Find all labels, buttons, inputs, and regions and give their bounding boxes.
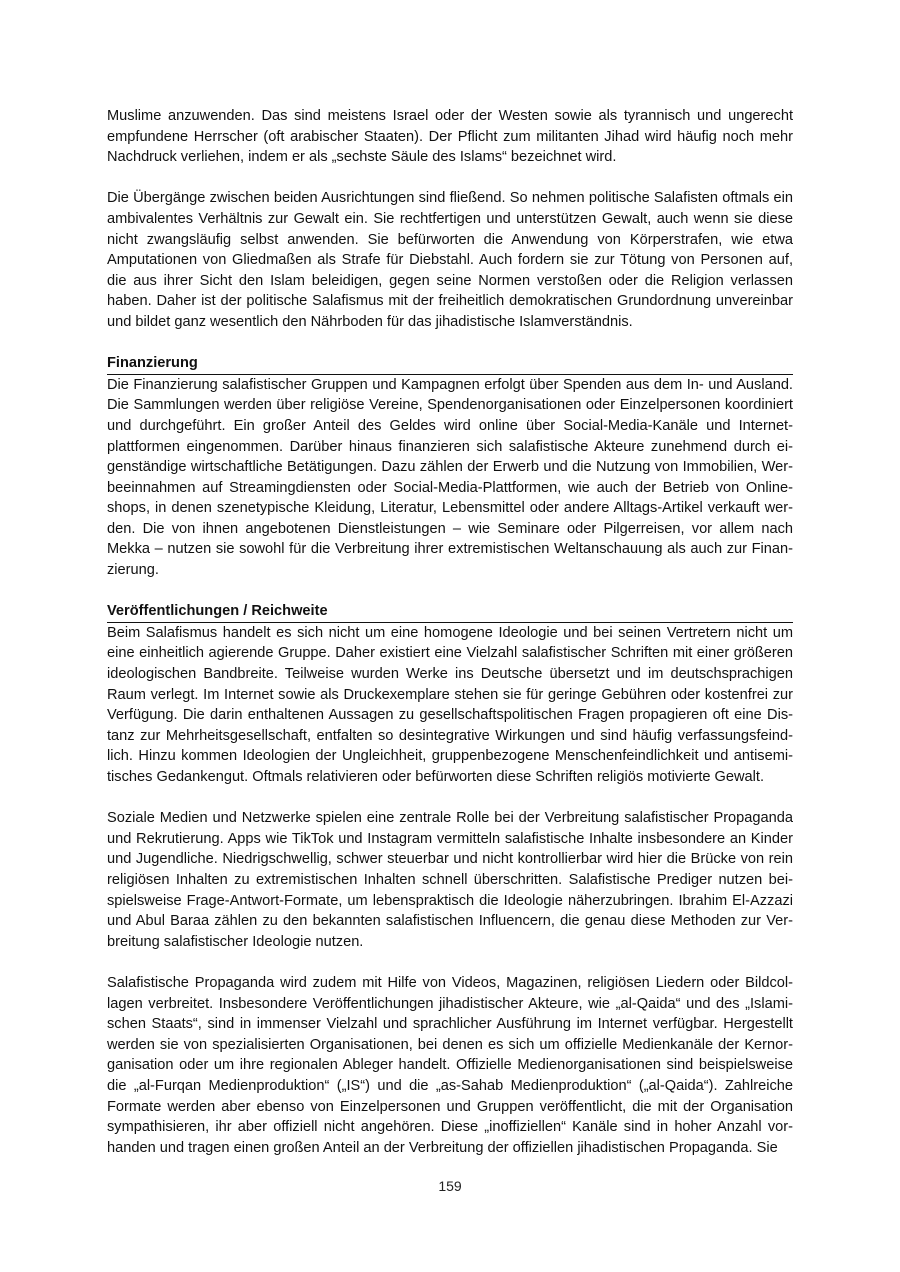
body-paragraph: Die Finanzierung salafistischer Gruppen und Kampagnen erfolgt über Spenden aus dem In- und Ausland. Die Sammlungen werden über religiöse Vereine, Spendenorganisationen oder Einzelpersonen koordiniert und durchgeführt. Ein großer Anteil des Geldes wird online über Social-Media-Kanäle und Internetplattformen eingenommen. Darüber hinaus finanzieren sich salafistische Akteure zunehmend durch eigenständige wirtschaftliche Betätigungen. Dazu zählen der Erwerb und die Nutzung von Immobilien, Werbeeinnahmen auf Streamingdiensten oder Social-Media-Plattformen, wie auch der Betrieb von Onlineshops, in denen szenetypische Kleidung, Literatur, Lebensmittel oder andere Alltags-Artikel verkauft werden. Die von ihnen angebotenen Dienstleistungen – wie Seminare oder Pilgerreisen, vor allem nach Mekka – nutzen sie sowohl für die Verbreitung ihrer extremistischen Weltanschauung als auch zur Finanzierung. xyxy=(107,376,793,579)
body-paragraph: Soziale Medien und Netzwerke spielen eine zentrale Rolle bei der Verbreitung salafistischer Propaganda und Rekrutierung. Apps wie TikTok und Instagram vermitteln salafistische Inhalte insbesondere an Kinder und Jugendliche. Niedrigschwellig, schwer steuerbar und nicht kontrollierbar wird hier die Brücke von rein religiösen Inhalten zu extremistischen Inhalten schnell überschritten. Salafistische Prediger nutzen beispielsweise Frage-Antwort-Formate, um lebenspraktisch die Ideologie näherzubringen. Ibrahim El-Azzazi und Abul Baraa zählen zu den bekannten salafistischen Influencern, die genau diese Methoden zur Verbreitung salafistischer Ideologie nutzen. xyxy=(107,810,793,950)
section-financing xyxy=(107,353,793,581)
body-paragraph: Die Übergänge zwischen beiden Ausrichtungen sind fließend. So nehmen politische Salafisten oftmals ein ambivalentes Verhältnis zur Gewalt ein. Sie rechtfertigen und unterstützen Gewalt, auch wenn sie diese nicht zwangsläufig selbst anwenden. Sie befürworten die Anwendung von Körperstrafen, wie etwa Amputationen von Gliedmaßen als Strafe für Diebstahl. Auch fordern sie zur Tötung von Personen auf, die aus ihrer Sicht den Islam beleidigen, gegen seine Normen verstoßen oder die Religion verlassen haben. Daher ist der politische Salafismus mit der freiheitlich demokratischen Grundordnung unvereinbar und bildet ganz wesentlich den Nährboden für das jihadistische Islamverständnis. xyxy=(107,190,793,330)
page-body xyxy=(107,106,793,1179)
body-paragraph: Beim Salafismus handelt es sich nicht um eine homogene Ideologie und bei seinen Vertretern nicht um eine einheitlich agierende Gruppe. Daher existiert eine Vielzahl salafistischer Schriften mit einer größeren ideologischen Bandbreite. Teilweise wurden Werke ins Deutsche übersetzt und im deutschsprachigen Raum verlegt. Im Internet sowie als Druckexemplare stehen sie für geringe Gebühren oder kostenfrei zur Verfügung. Die darin enthaltenen Aussagen zu gesellschaftspolitischen Fragen propagieren oft eine Distanz zur Mehrheitsgesellschaft, entfalten so desintegrative Wirkungen und sind häufig verfassungsfeindlich. Hinzu kommen Ideologien der Ungleichheit, gruppenbezogene Menschenfeindlichkeit und antisemitisches Gedankengut. Oftmals relativieren oder befürworten diese Schriften religiös motivierte Gewalt. xyxy=(107,624,793,785)
body-paragraph: Muslime anzuwenden. Das sind meistens Israel oder der Westen sowie als tyrannisch und ungerecht empfundene Herrscher (oft arabischer Staaten). Der Pflicht zum militanten Jihad wird häufig noch mehr Nachdruck verliehen, indem er als „sechste Säule des Islams“ bezeichnet wird. xyxy=(107,108,793,166)
section-heading: Veröffentlichungen / Reichweite xyxy=(107,601,793,623)
section-publications xyxy=(107,601,793,1158)
section-heading: Finanzierung xyxy=(107,353,793,375)
body-paragraph: Salafistische Propaganda wird zudem mit Hilfe von Videos, Magazinen, religiösen Liedern oder Bildcollagen verbreitet. Insbesondere Veröffentlichungen jihadistischer Akteure, wie „al-Qaida“ und des „Islamischen Staats“, sind in immenser Vielzahl und sprachlicher Ausführung im Internet verfügbar. Hergestellt werden sie von spezialisierten Organisationen, bei denen es sich um offizielle Medienkanäle der Kernorganisation oder um ihre regionalen Ableger handelt. Offizielle Medienorganisationen sind beispielsweise die „al-Furqan Medienproduktion“ („IS“) und die „as-Sahab Medienproduktion“ („al-Qaida“). Zahlreiche Formate werden aber ebenso von Einzelpersonen und Gruppen veröffentlicht, die mit der Organisation sympathisieren, ihr aber offiziell nicht angehören. Diese „inoffiziellen“ Kanäle sind in hoher Anzahl vorhanden und tragen einen großen Anteil an der Verbreitung der offiziellen jihadistischen Propaganda. Sie xyxy=(107,974,793,1156)
page-number: 159 xyxy=(438,1178,462,1194)
